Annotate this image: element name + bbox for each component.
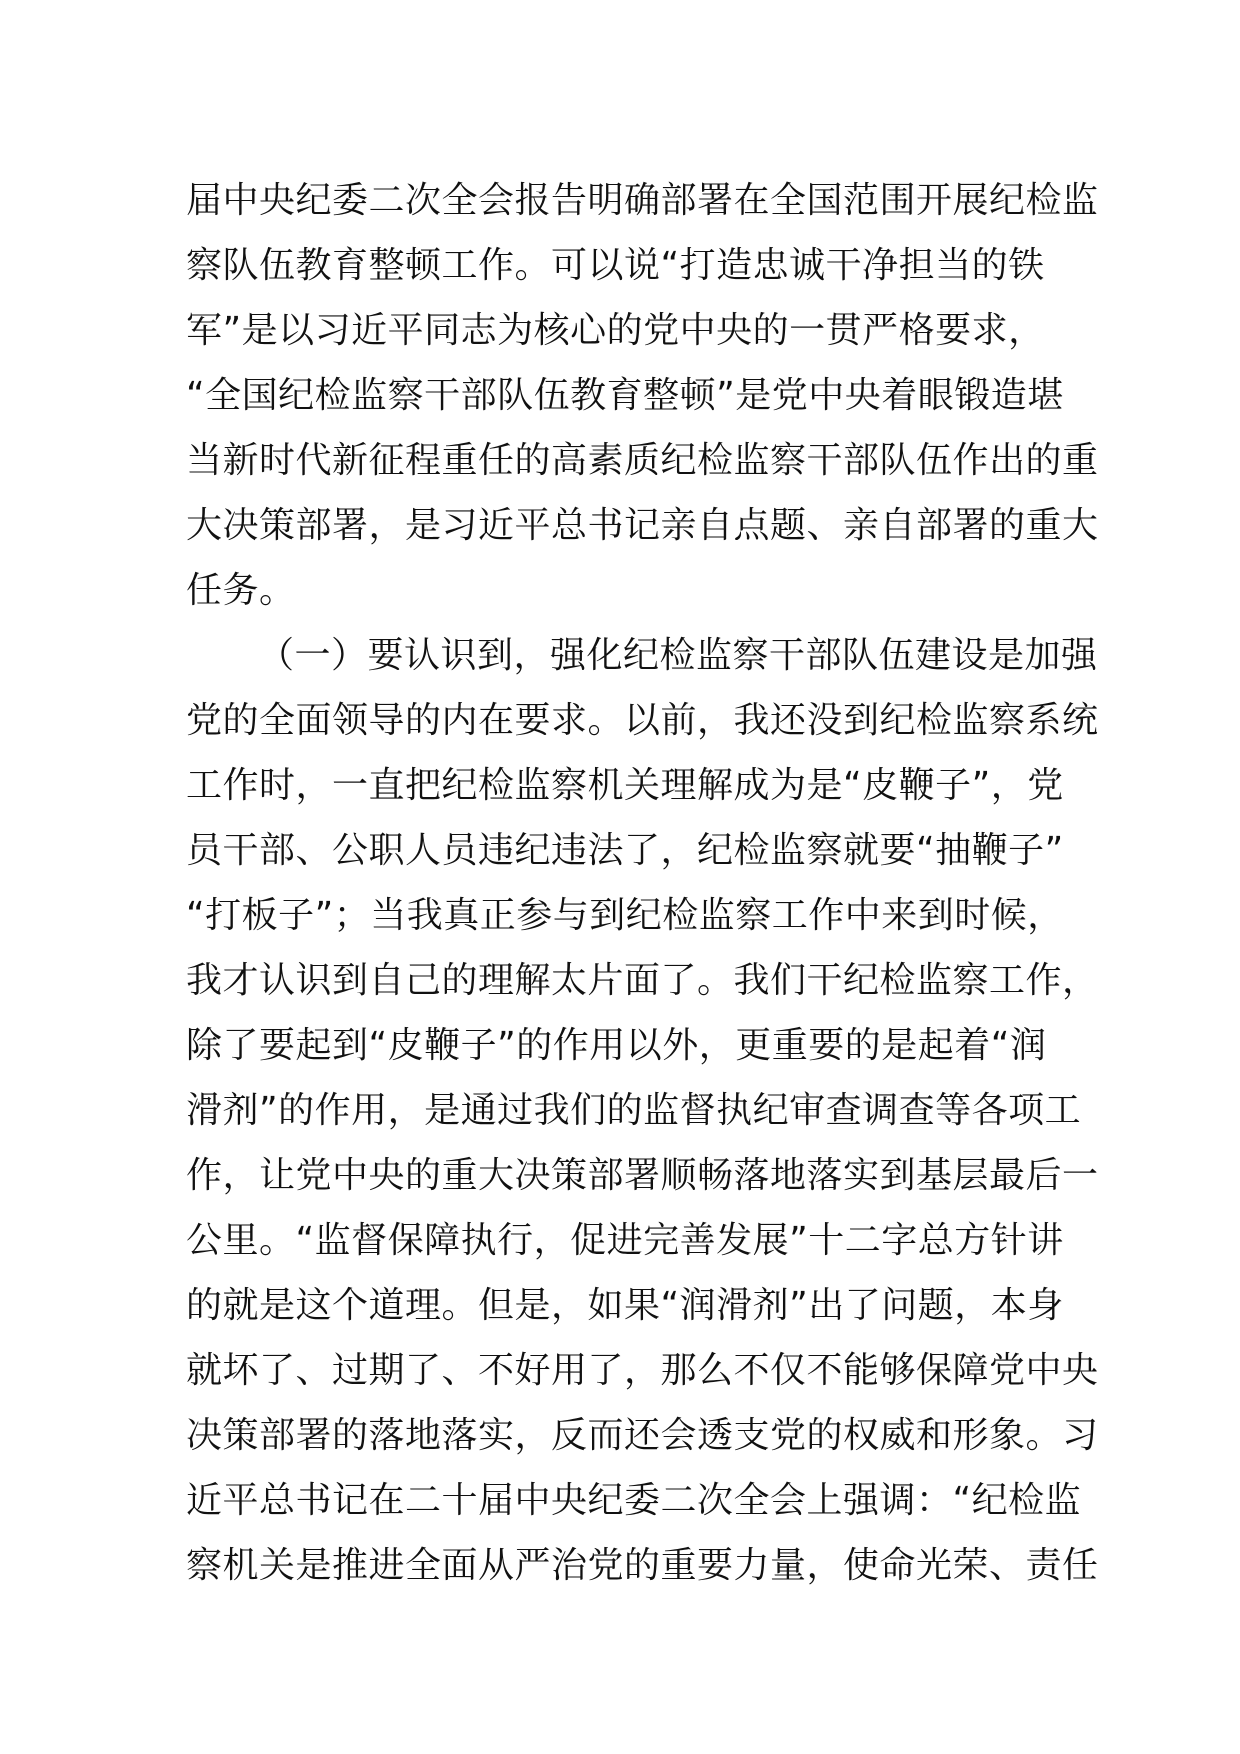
- text-line: “全国纪检监察干部队伍教育整顿”是党中央着眼锻造堪: [186, 375, 1064, 416]
- text-line: 我才认识到自己的理解太片面了。我们干纪检监察工作，: [186, 960, 1099, 1001]
- text-line: 员干部、公职人员违纪违法了，纪检监察就要“抽鞭子”: [186, 830, 1064, 871]
- text-line: 就坏了、过期了、不好用了，那么不仅不能够保障党中央: [186, 1350, 1099, 1391]
- text-line: 察队伍教育整顿工作。可以说“打造忠诚干净担当的铁: [186, 245, 1045, 286]
- text-line: 的就是这个道理。但是，如果“润滑剂”出了问题，本身: [186, 1285, 1064, 1326]
- section-heading-line: （一）要认识到，强化纪检监察干部队伍建设是加强: [258, 635, 1098, 676]
- body-text: [186, 168, 1099, 1598]
- text-line: 作，让党中央的重大决策部署顺畅落地落实到基层最后一: [186, 1155, 1099, 1196]
- text-line: 决策部署的落地落实，反而还会透支党的权威和形象。习: [186, 1415, 1099, 1456]
- text-line: 近平总书记在二十届中央纪委二次全会上强调：“纪检监: [186, 1480, 1082, 1521]
- text-line: 届中央纪委二次全会报告明确部署在全国范围开展纪检监: [186, 180, 1099, 221]
- text-line: 察机关是推进全面从严治党的重要力量，使命光荣、责任: [186, 1545, 1099, 1586]
- text-line: 滑剂”的作用，是通过我们的监督执纪审查调查等各项工: [186, 1090, 1082, 1131]
- text-line: 公里。“监督保障执行，促进完善发展”十二字总方针讲: [186, 1220, 1064, 1261]
- text-line: 工作时，一直把纪检监察机关理解成为是“皮鞭子”，党: [186, 765, 1064, 806]
- text-line: 大决策部署，是习近平总书记亲自点题、亲自部署的重大: [186, 505, 1099, 546]
- text-line: 军”是以习近平同志为核心的党中央的一贯严格要求，: [186, 310, 1045, 351]
- text-line: 除了要起到“皮鞭子”的作用以外，更重要的是起着“润: [186, 1025, 1047, 1066]
- text-line: 党的全面领导的内在要求。以前，我还没到纪检监察系统: [186, 700, 1099, 741]
- text-line: “打板子”；当我真正参与到纪检监察工作中来到时候，: [186, 895, 1064, 936]
- text-line: 任务。: [186, 570, 296, 611]
- text-line: 当新时代新征程重任的高素质纪检监察干部队伍作出的重: [186, 440, 1099, 481]
